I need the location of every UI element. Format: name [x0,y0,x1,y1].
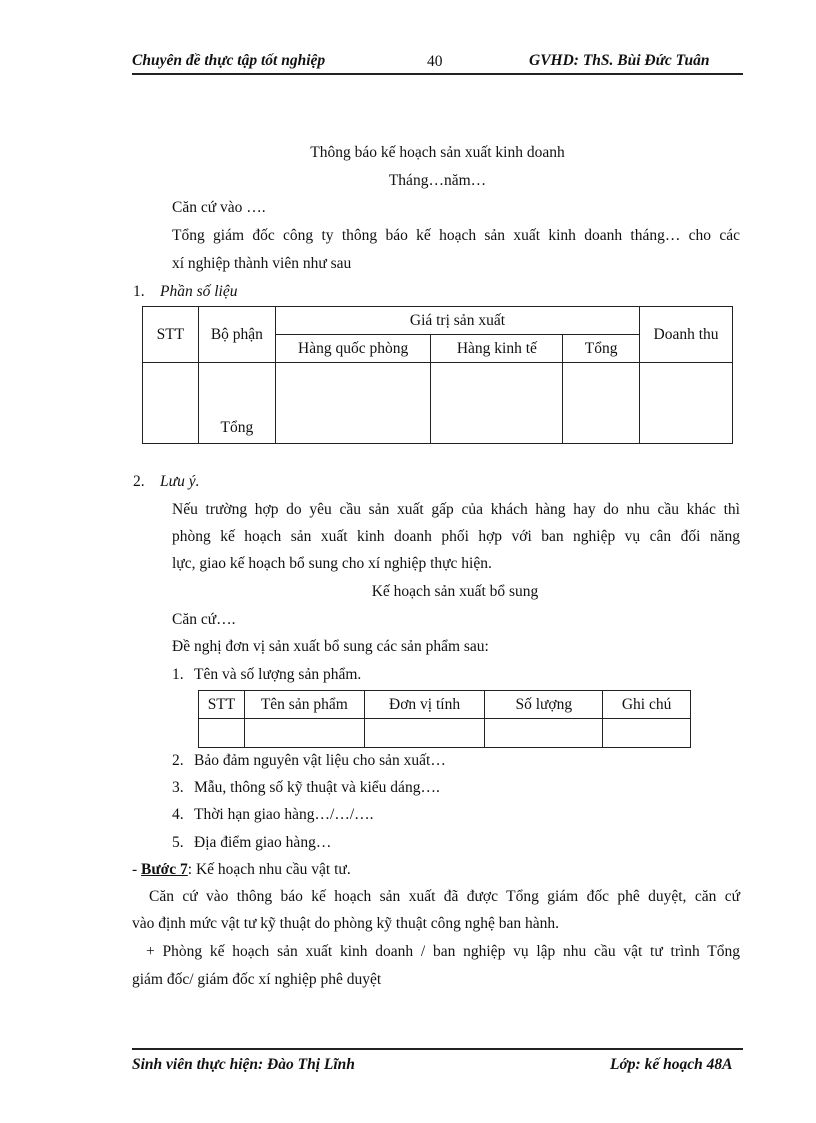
th-don-vi-tinh: Đơn vị tính [364,691,485,719]
table-cell [275,363,431,444]
footer-left: Sinh viên thực hiện: Đào Thị Lĩnh [132,1056,355,1073]
table-cell [244,719,364,748]
th-hang-quoc-phong: Hàng quốc phòng [275,335,431,363]
th-so-luong: Số lượng [485,691,603,719]
header-right: GVHD: ThS. Bùi Đức Tuân [529,52,710,69]
list-item: Bảo đảm nguyên vật liệu cho sản xuất… [194,752,446,769]
row-total-label: Tổng [198,363,275,444]
header-left: Chuyên đề thực tập tốt nghiệp [132,52,326,69]
footer-right: Lớp: kế hoạch 48A [610,1056,733,1073]
section2-line3: lực, giao kế hoạch bổ sung cho xí nghiệp thực hiện. [172,555,492,572]
list-item: Tên và số lượng sản phẩm. [194,666,362,683]
step7-p1-line2: vào định mức vật tư kỹ thuật do phòng kỹ thuật công nghệ ban hành. [132,915,560,932]
list-item: Thời hạn giao hàng…/…/…. [194,806,374,823]
header-rule [132,73,743,75]
list-item-number: 2. [172,752,184,769]
th-tong: Tổng [563,335,640,363]
notice-basis: Căn cứ vào …. [172,199,266,216]
step7-p1-line1: Căn cứ vào thông báo kế hoạch sản xuất đã được Tổng giám đốc phê duyệt, căn cứ [149,888,740,905]
step7-p2-line1: + Phòng kế hoạch sản xuất kinh doanh / ban nghiệp vụ lập nhu cầu vật tư trình Tổng [146,943,740,960]
list-item-number: 3. [172,779,184,796]
th-bo-phan: Bộ phận [198,307,275,363]
table-cell [431,363,563,444]
list-item-number: 5. [172,834,184,851]
table-cell [143,363,199,444]
section1-title: Phần số liệu [160,283,238,300]
list-item-number: 4. [172,806,184,823]
list-item: Địa điểm giao hàng… [194,834,332,851]
section1-number: 1. [133,283,145,300]
notice-subtitle: Tháng…năm… [388,172,487,189]
th-ghi-chu: Ghi chú [603,691,691,719]
step7-p2-line2: giám đốc/ giám đốc xí nghiệp phê duyệt [132,971,382,988]
step7-prefix: - [132,861,142,878]
th-ten-san-pham: Tên sản phẩm [244,691,364,719]
production-value-table [142,306,733,444]
table-cell [640,363,733,444]
notice-body-line2: xí nghiệp thành viên như sau [172,255,352,272]
section2-title: Lưu ý. [160,473,200,490]
list-item-number: 1. [172,666,184,683]
notice-title: Thông báo kế hoạch sản xuất kinh doanh [310,144,565,161]
table-cell [603,719,691,748]
list-item: Mẫu, thông số kỹ thuật và kiểu dáng…. [194,779,440,796]
notice-body-line1: Tổng giám đốc công ty thông báo kế hoạch sản xuất kinh doanh tháng… cho các [172,227,740,244]
section2-line2: phòng kế hoạch sản xuất kinh doanh phối hợp với ban nghiệp vụ cân đối năng [172,528,740,545]
th-stt: STT [143,307,199,363]
supplement-basis: Căn cứ…. [172,611,236,628]
th-doanh-thu: Doanh thu [640,307,733,363]
th-stt: STT [199,691,245,719]
step7-heading [132,860,351,880]
table-cell [199,719,245,748]
supplement-table [198,690,691,748]
th-gia-tri: Giá trị sản xuất [275,307,639,335]
table-cell [364,719,485,748]
table-cell [563,363,640,444]
page-number: 40 [427,53,443,70]
section2-line1: Nếu trường hợp do yêu cầu sản xuất gấp của khách hàng hay do nhu cầu khác thì [172,501,740,518]
supplement-request: Đề nghị đơn vị sản xuất bổ sung các sản phẩm sau: [172,638,489,655]
supplement-title: Kế hoạch sản xuất bổ sung [371,583,539,600]
th-hang-kinh-te: Hàng kinh tế [431,335,563,363]
footer-rule [132,1048,743,1050]
step7-title: : Kế hoạch nhu cầu vật tư. [187,861,351,878]
table-cell [485,719,603,748]
step7-label: Bước 7 [141,861,188,878]
section2-number: 2. [133,473,145,490]
